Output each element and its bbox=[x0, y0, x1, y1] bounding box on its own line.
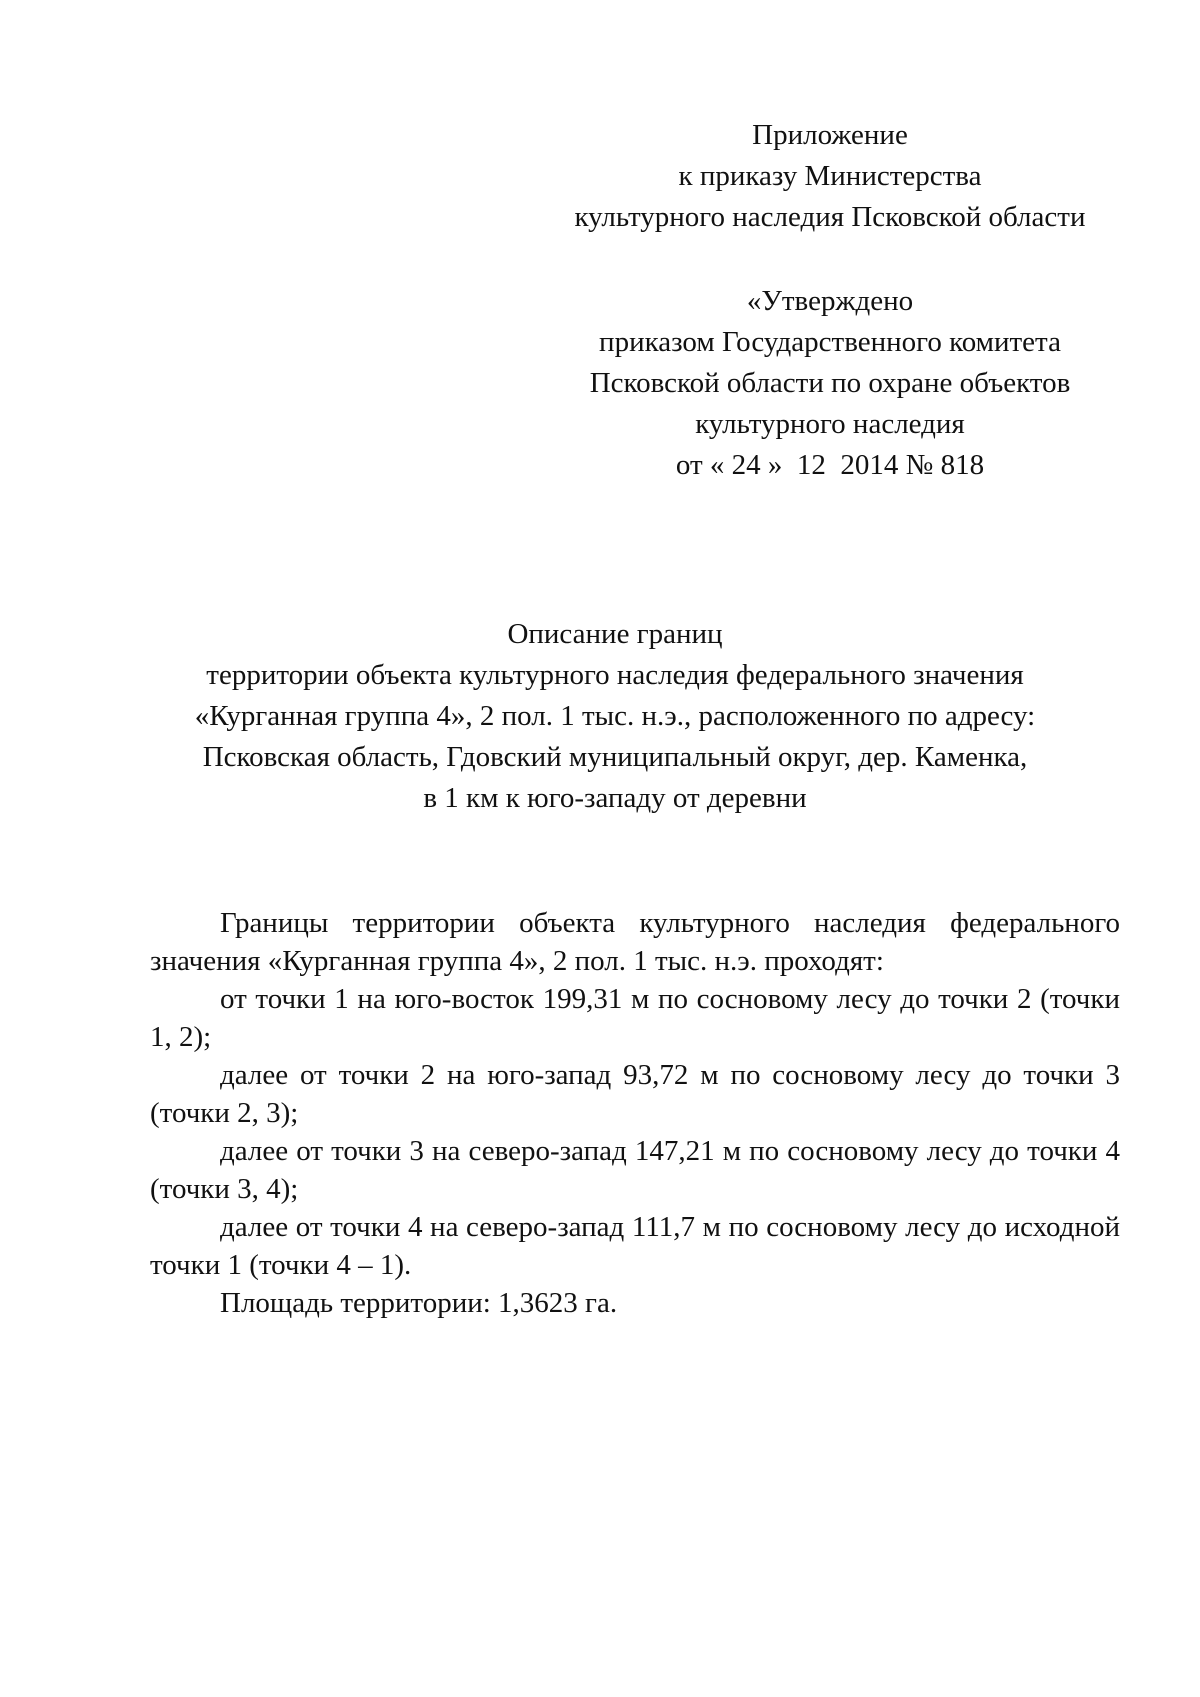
title-line-4: Псковская область, Гдовский муниципальный округ, дер. Каменка, bbox=[202, 741, 1028, 773]
title-line-1: Описание границ bbox=[507, 618, 723, 650]
body-paragraph-5: далее от точки 4 на северо-запад 111,7 м по сосновому лесу до исходной точки 1 (точки 4 – 1). bbox=[150, 1211, 1120, 1281]
document-title bbox=[150, 614, 1080, 819]
body-paragraph-1: Границы территории объекта культурного наследия федерального значения «Курганная группа 4», 2 пол. 1 тыс. н.э. проходят: bbox=[150, 907, 1120, 977]
approval-line-3: Псковской области по охране объектов bbox=[589, 367, 1071, 399]
approval-line-1: «Утверждено bbox=[746, 285, 914, 317]
document-body bbox=[150, 904, 1120, 1322]
appendix-header bbox=[560, 115, 1100, 238]
title-line-2: территории объекта культурного наследия федерального значения bbox=[206, 659, 1024, 691]
body-paragraph-3: далее от точки 2 на юго-запад 93,72 м по сосновому лесу до точки 3 (точки 2, 3); bbox=[150, 1059, 1120, 1129]
approval-block bbox=[560, 281, 1100, 486]
approval-line-4: культурного наследия bbox=[695, 408, 965, 440]
approval-line-2: приказом Государственного комитета bbox=[599, 326, 1061, 358]
body-paragraph-2: от точки 1 на юго-восток 199,31 м по сосновому лесу до точки 2 (точки 1, 2); bbox=[150, 983, 1120, 1053]
appendix-line-3: культурного наследия Псковской области bbox=[574, 201, 1086, 233]
approval-date-number: от « 24 » 12 2014 № 818 bbox=[675, 449, 985, 481]
title-line-5: в 1 км к юго-западу от деревни bbox=[423, 782, 807, 814]
body-paragraph-4: далее от точки 3 на северо-запад 147,21 м по сосновому лесу до точки 4 (точки 3, 4); bbox=[150, 1135, 1120, 1205]
title-line-3: «Курганная группа 4», 2 пол. 1 тыс. н.э., расположенного по адресу: bbox=[194, 700, 1036, 732]
body-paragraph-area: Площадь территории: 1,3623 га. bbox=[220, 1287, 618, 1319]
appendix-line-1: Приложение bbox=[752, 119, 908, 151]
appendix-line-2: к приказу Министерства bbox=[678, 160, 982, 192]
